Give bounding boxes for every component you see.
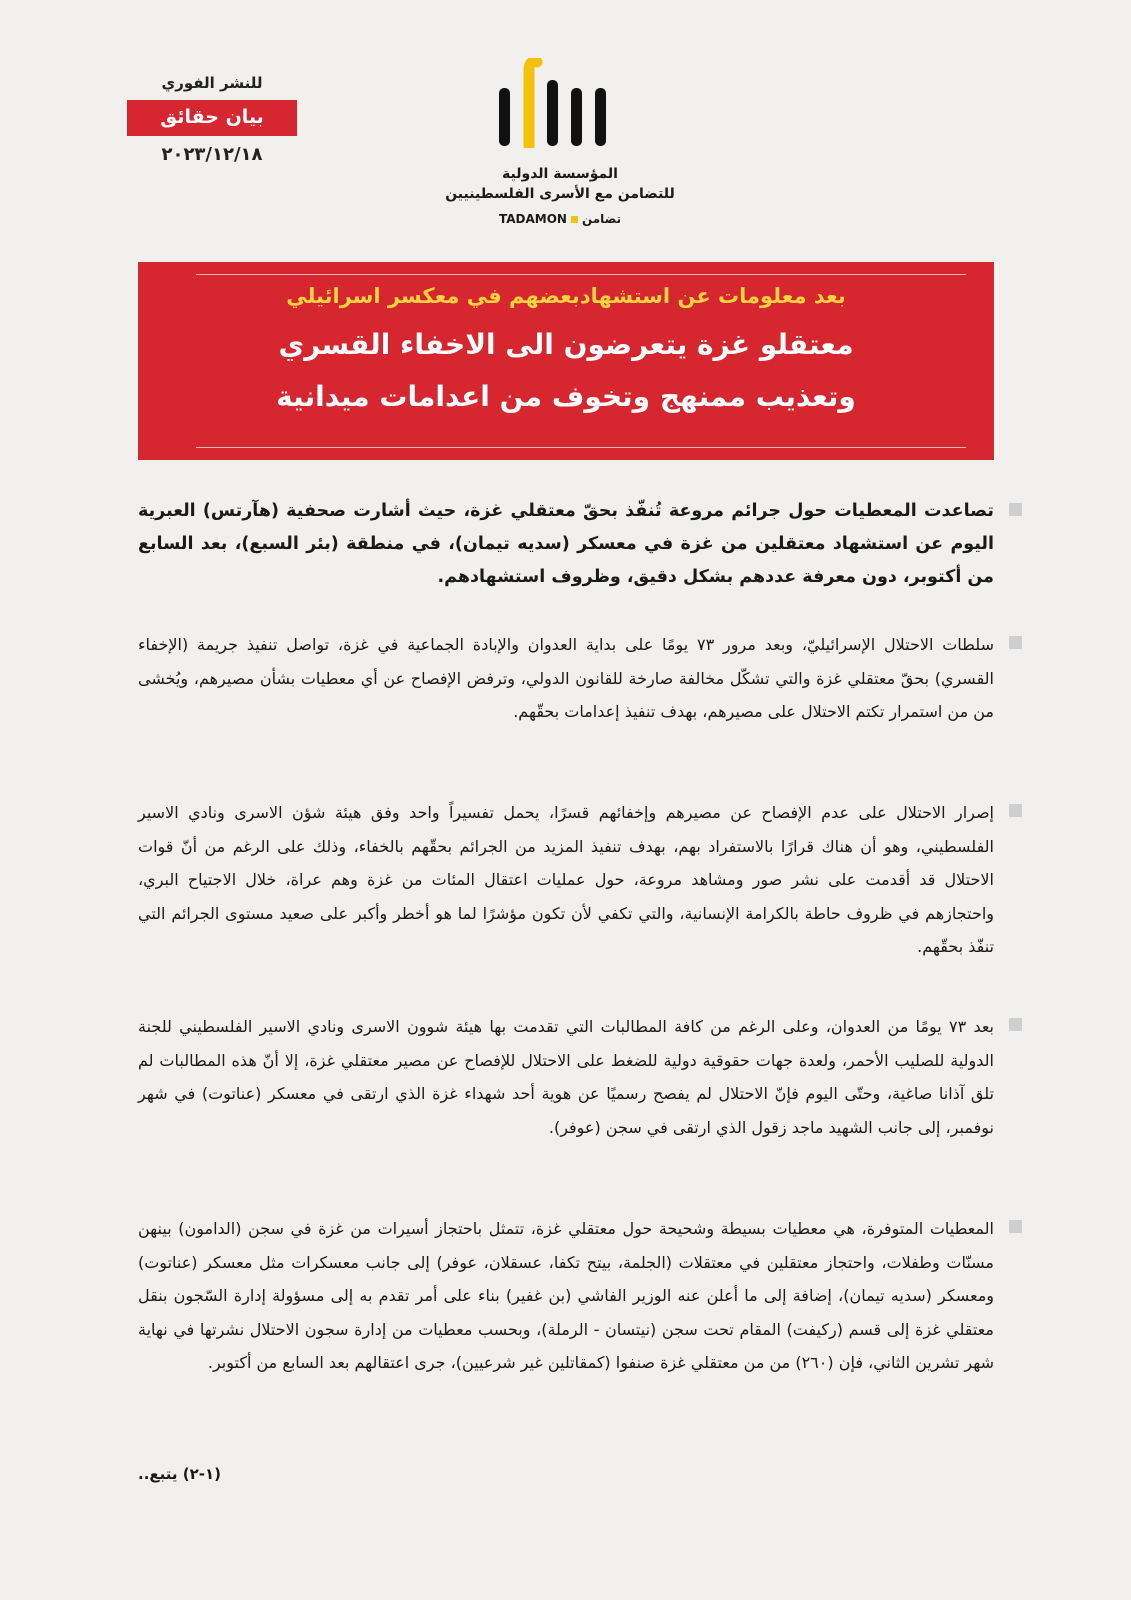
paragraph-text: إصرار الاحتلال على عدم الإفصاح عن مصيرهم وإخفائهم قسرًا، يحمل تفسيراً واحد وفق هيئة شؤن الاسرى ونادي الاسير الفلسطيني، وهو أن هناك قرارًا بالاستفراد بهم، بهدف تنفيذ المزيد من الجرائم بحقّهم بالخفاء، وذلك على الرغم من أنّ قوات الاحتلال قد أقدمت على نشر صور ومشاهد مروعة، حول عمليات اعتقال المئات من غزة وهم عراة، خلال الاجتياح البري، واحتجازهم في ظروف حاطة بالكرامة الإنسانية، والتي تكفي لأن تكون مؤشرًا لما هو أخطر وأكبر على صعيد مستوى الجرائم التي تنفّذ بحقّهم. — [138, 803, 994, 956]
headline-box — [138, 262, 994, 460]
headline-title-line2: وتعذيب ممنهج وتخوف من اعدامات ميدانية — [276, 380, 856, 413]
continuation-note: (١-٢) يتبع.. — [138, 1465, 222, 1483]
brand-latin: TADAMON — [498, 212, 567, 226]
publication-info — [127, 74, 297, 165]
bullet-square-icon — [1009, 636, 1022, 649]
immediate-release-label: للنشر الفوري — [161, 74, 263, 92]
bullet-square-icon — [1009, 804, 1022, 817]
headline-kicker: بعد معلومات عن استشهادبعضهم في معكسر اسرائيلي — [286, 284, 846, 308]
paragraph-4 — [138, 1010, 994, 1144]
bullet-square-icon — [1009, 1220, 1022, 1233]
org-brand — [430, 212, 690, 226]
bullet-square-icon — [1009, 503, 1022, 516]
organization-logo — [430, 58, 690, 248]
headline-top-rule — [196, 274, 966, 275]
paragraph-text: تصاعدت المعطيات حول جرائم مروعة تُنفّذ بحقّ معتقلي غزة، حيث أشارت صحفية (هآرتس) العبرية اليوم عن استشهاد معتقلين من غزة في معسكر (سديه تيمان)، في منطقة (بئر السبع)، بعد السابع من أكتوبر، دون معرفة عددهم بشكل دقيق، وظروف استشهادهم. — [138, 501, 994, 587]
brand-dot-icon — [571, 216, 578, 223]
paragraph-1 — [138, 495, 994, 594]
brand-arabic: تضامن — [581, 212, 622, 226]
org-name-line1: المؤسسة الدولية — [502, 166, 618, 182]
tadamon-bars-icon — [495, 58, 625, 148]
organization-name — [430, 166, 690, 226]
org-name-line2: للتضامن مع الأسرى الفلسطينيين — [445, 186, 675, 202]
paragraph-text: المعطيات المتوفرة، هي معطيات بسيطة وشحيحة حول معتقلي غزة، تتمثل باحتجاز أسيرات من غزة في سجن (الدامون) بينهن مسنّات وطفلات، واحتجاز معتقلين في معتقلات (الجلمة، بيتح تكفا، عسقلان، عوفر) إلى جانب معسكرات مثل معسكر (عناتوت) ومعسكر (سديه تيمان)، إضافة إلى ما أعلن عنه الوزير الفاشي (بن غفير) بناء على أمر تقدم به إلى مسؤولة إدارة السّجون بنقل معتقلي غزة إلى قسم (ركيفت) المقام تحت سجن (نيتسان - الرملة)، وبحسب معطيات من إدارة سجون الاحتلال نشرتها في نهاية شهر تشرين الثاني، فإن (٢٦٠) من من معتقلي غزة صنفوا (كمقاتلين غير شرعيين)، جرى اعتقالهم بعد السابع من أكتوبر. — [138, 1219, 994, 1372]
bullet-square-icon — [1009, 1018, 1022, 1031]
paragraph-text: بعد ٧٣ يومًا من العدوان، وعلى الرغم من كافة المطالبات التي تقدمت بها هيئة شوون الاسرى ونادي الاسير الفلسطيني للجنة الدولية للصليب الأحمر، ولعدة جهات حقوقية دولية للضغط على الاحتلال للإفصاح عن مصير معتقلي غزة، إلا أنّ هذه المطالبات لم تلق آذانا صاغية، وحتّى اليوم فإنّ الاحتلال لم يفصح رسميًا عن هوية أحد شهداء غزة الذي ارتقى في معسكر (عناتوت) في شهر نوفمبر، إلى جانب الشهيد ماجد زقول الذي ارتقى في سجن (عوفر). — [138, 1017, 995, 1137]
paragraph-text: سلطات الاحتلال الإسرائيليّ، وبعد مرور ٧٣ يومًا على بداية العدوان والإبادة الجماعية في غزة، تواصل تنفيذ جريمة (الإخفاء القسري) بحقّ معتقلي غزة والتي تشكّل مخالفة صارخة للقانون الدولي، وترفض الإفصاح عن أي معطيات بشأن مصيرهم، ويُخشى من من استمرار تكتم الاحتلال على مصيرهم، بهدف تنفيذ إعدامات بحقّهم. — [138, 635, 995, 721]
headline-title-line1: معتقلو غزة يتعرضون الى الاخفاء القسري — [278, 328, 854, 361]
paragraph-5 — [138, 1212, 994, 1380]
paragraph-2 — [138, 628, 994, 729]
publication-date: ٢٠٢٣/١٢/١٨ — [161, 144, 263, 165]
headline-bottom-rule — [196, 447, 966, 448]
paragraph-3 — [138, 796, 994, 964]
doc-type-badge: بيان حقائق — [127, 100, 297, 136]
